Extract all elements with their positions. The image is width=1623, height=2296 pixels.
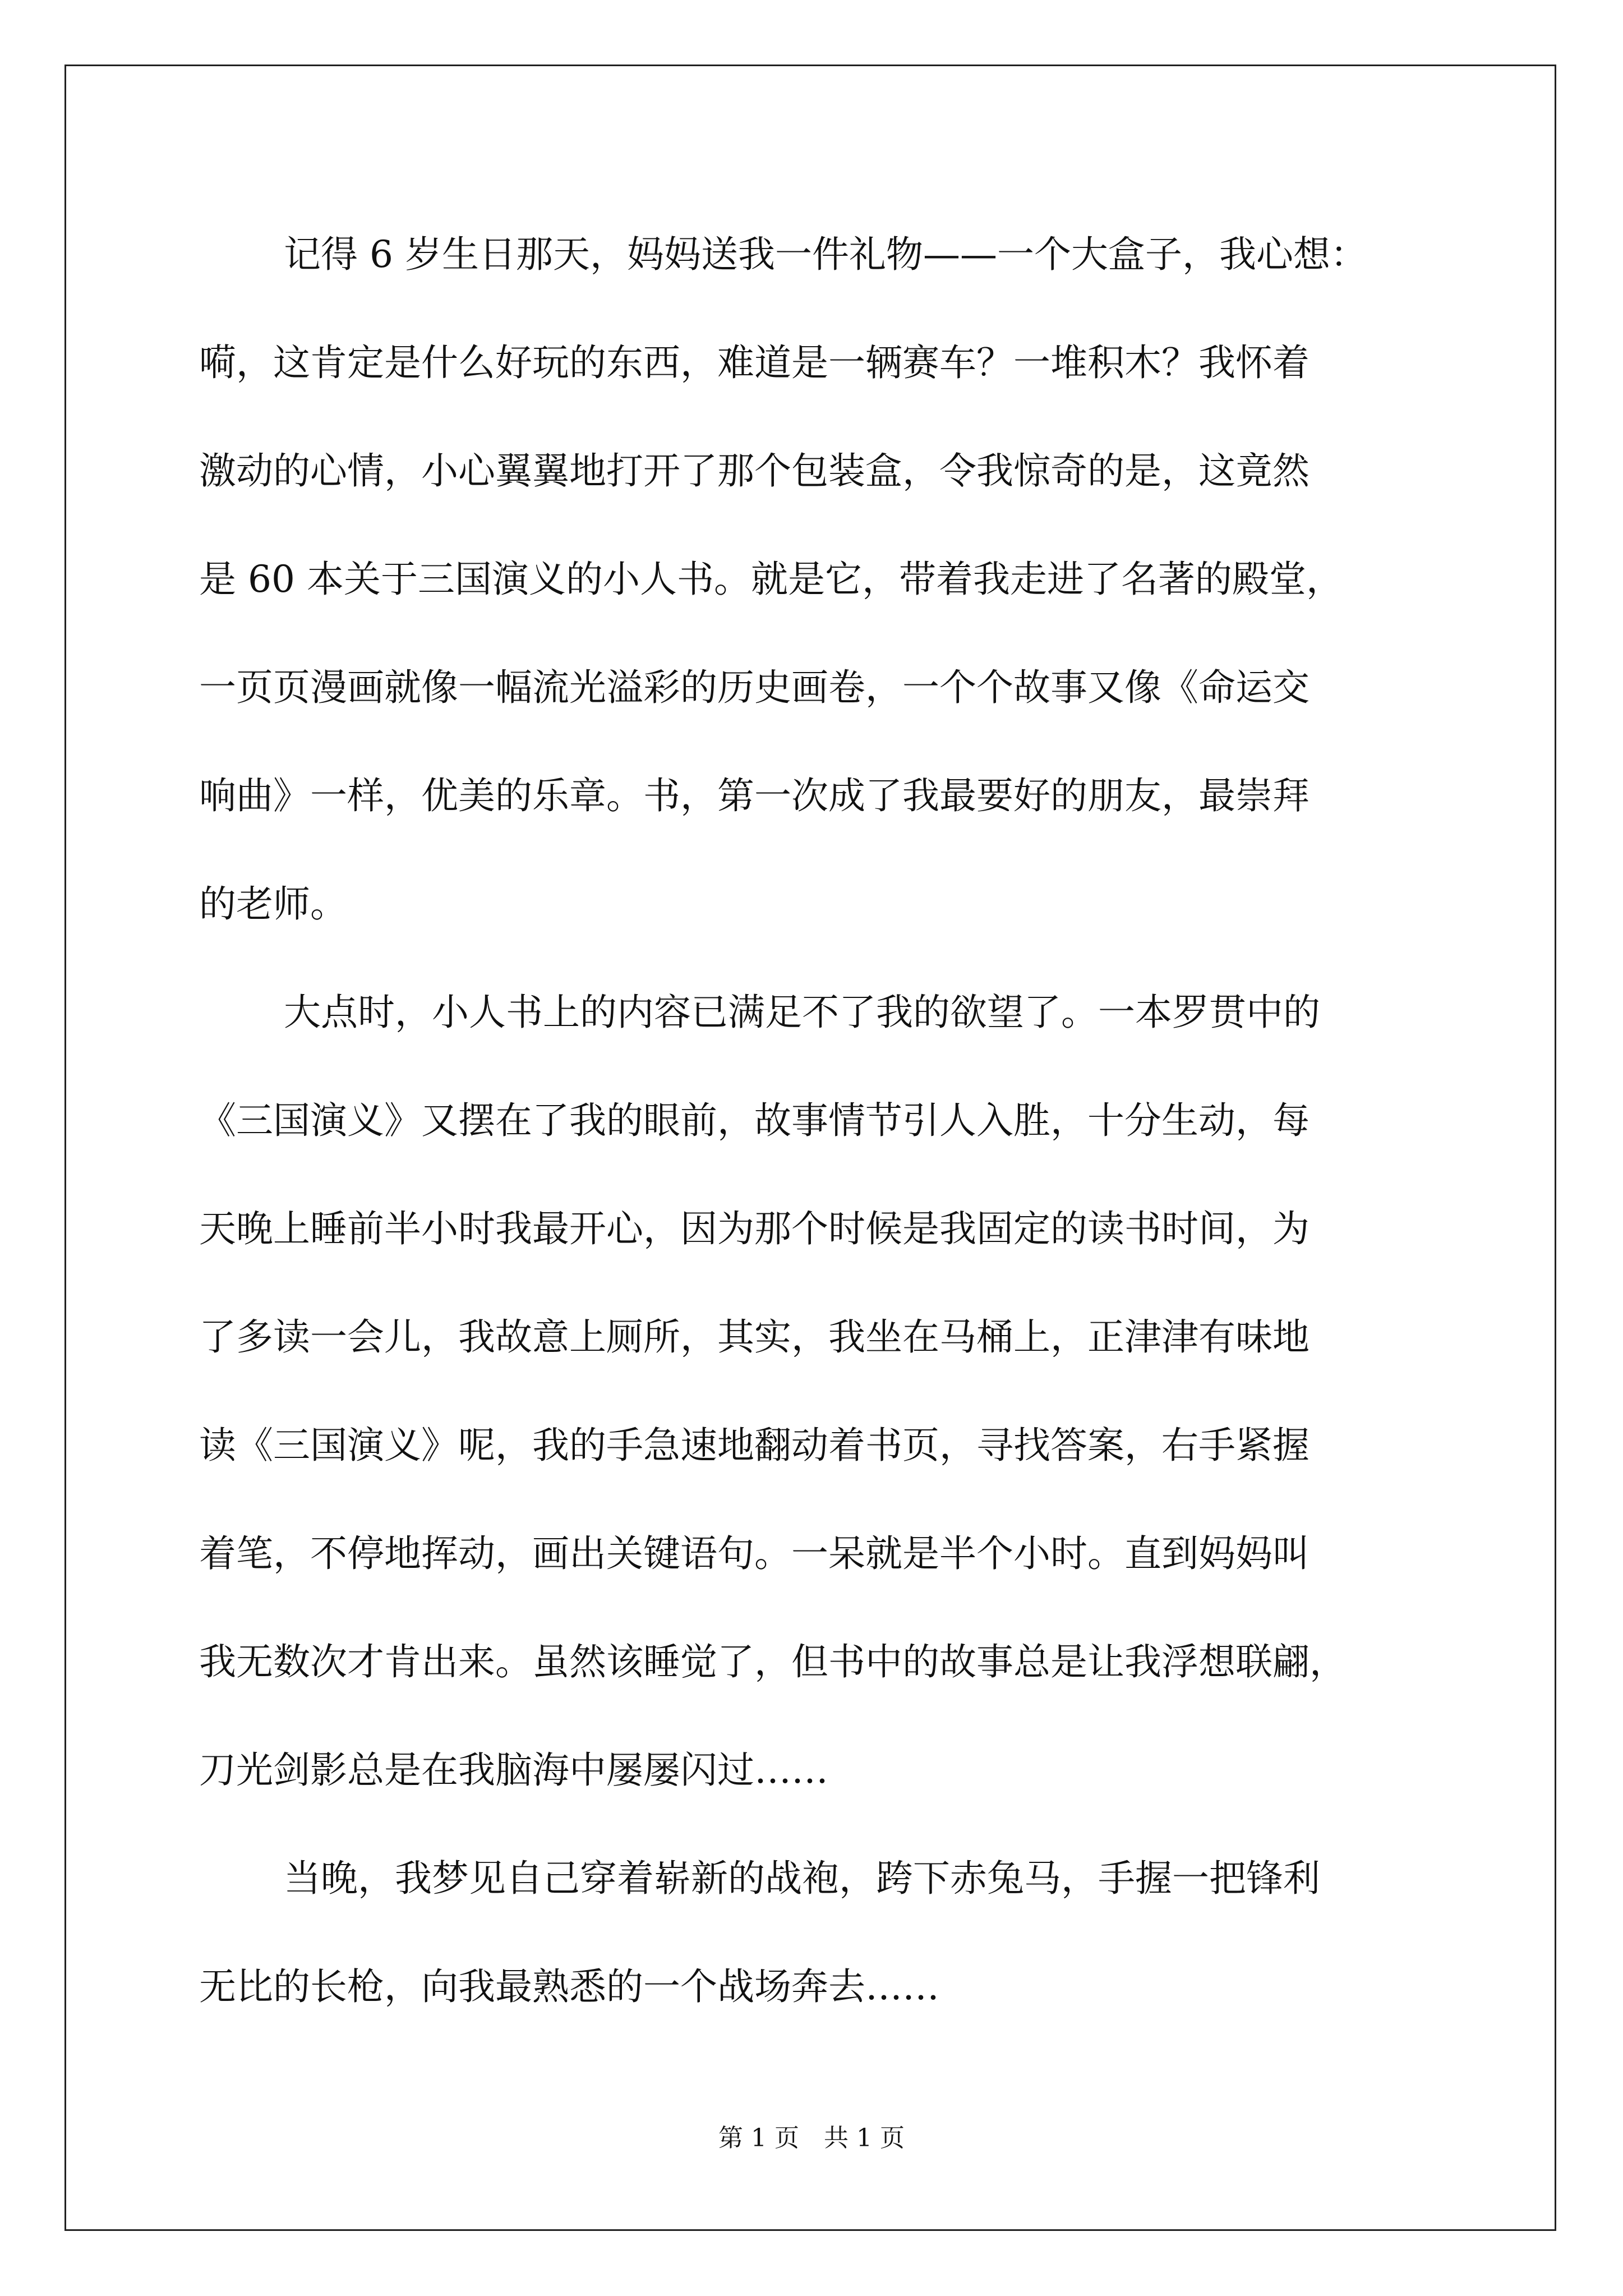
paragraph-2-line-4: 了多读一会儿，我故意上厕所，其实，我坐在马桶上，正津津有味地 <box>199 1315 1310 1359</box>
page-number-footer: 第 1 页 共 1 页 <box>718 2124 905 2152</box>
paragraph-1-line-1: 记得 6 岁生日那天，妈妈送我一件礼物——一个大盒子，我心想： <box>284 233 1367 276</box>
paragraph-2-line-3: 天晚上睡前半小时我最开心，因为那个时候是我固定的读书时间，为 <box>199 1207 1310 1250</box>
paragraph-3-line-2: 无比的长枪，向我最熟悉的一个战场奔去…… <box>199 1965 939 2008</box>
page-border <box>64 65 1556 2231</box>
paragraph-1-line-2: 嗬，这肯定是什么好玩的东西，难道是一辆赛车？一堆积木？我怀着 <box>199 341 1310 384</box>
paragraph-2-line-1: 大点时，小人书上的内容已满足不了我的欲望了。一本罗贯中的 <box>284 991 1320 1034</box>
paragraph-2-line-7: 我无数次才肯出来。虽然该睡觉了，但书中的故事总是让我浮想联翩， <box>199 1640 1347 1683</box>
paragraph-3-line-1: 当晚，我梦见自己穿着崭新的战袍，跨下赤兔马，手握一把锋利 <box>284 1857 1320 1900</box>
paragraph-2-line-2: 《三国演义》又摆在了我的眼前，故事情节引人入胜，十分生动，每 <box>199 1099 1310 1142</box>
paragraph-2-line-5: 读《三国演义》呢，我的手急速地翻动着书页，寻找答案，右手紧握 <box>199 1424 1310 1467</box>
paragraph-1-line-6: 响曲》一样，优美的乐章。书，第一次成了我最要好的朋友，最崇拜 <box>199 774 1310 817</box>
paragraph-2-line-8: 刀光剑影总是在我脑海中屡屡闪过…… <box>199 1749 828 1792</box>
paragraph-1-line-3: 激动的心情，小心翼翼地打开了那个包装盒，令我惊奇的是，这竟然 <box>199 449 1310 493</box>
paragraph-1-line-7: 的老师。 <box>199 882 347 926</box>
paragraph-2-line-6: 着笔，不停地挥动，画出关键语句。一呆就是半个小时。直到妈妈叫 <box>199 1532 1310 1575</box>
paragraph-1-line-5: 一页页漫画就像一幅流光溢彩的历史画卷，一个个故事又像《命运交 <box>199 666 1310 709</box>
paragraph-1-line-4: 是 60 本关于三国演义的小人书。就是它，带着我走进了名著的殿堂， <box>199 558 1343 601</box>
